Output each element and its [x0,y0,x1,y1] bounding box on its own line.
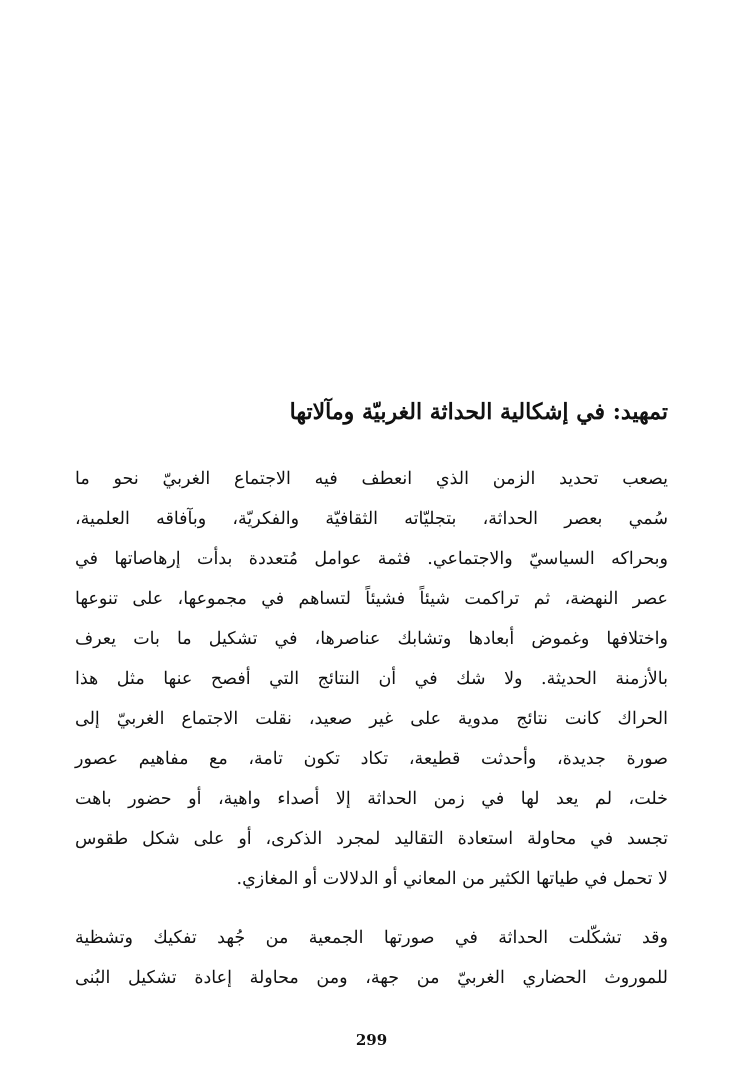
paragraph-line: الحراك كانت نتائج مدوية على غير صعيد، نقلت الاجتماع الغربيّ إلى [75,709,668,729]
paragraph-line: سُمي بعصر الحداثة، بتجليّاته الثقافيّة والفكريّة، وبآفاقه العلمية، [75,509,668,529]
paragraph-line: وبحراكه السياسيّ والاجتماعي. فثمة عوامل مُتعددة بدأت إرهاصاتها في [75,549,668,569]
paragraph-2 [75,918,668,998]
paragraph-line: خلت، لم يعد لها في زمن الحداثة إلا أصداء واهية، أو حضور باهت [75,789,668,809]
paragraph-line: يصعب تحديد الزمن الذي انعطف فيه الاجتماع الغربيّ نحو ما [75,469,668,489]
paragraph-line: بالأزمنة الحديثة. ولا شك في أن النتائج التي أفصح عنها مثل هذا [75,669,668,689]
page-number: 299 [355,1031,388,1049]
paragraph-line: واختلافها وغموض أبعادها وتشابك عناصرها، في تشكيل ما بات يعرف [75,629,668,649]
paragraph-line: صورة جديدة، وأحدثت قطيعة، تكاد تكون تامة، مع مفاهيم عصور [75,749,668,769]
paragraph-line: للموروث الحضاري الغربيّ من جهة، ومن محاولة إعادة تشكيل البُنى [75,968,668,988]
paragraph-line: لا تحمل في طياتها الكثير من المعاني أو الدلالات أو المغازي. [236,869,668,889]
section-heading: تمهيد: في إشكالية الحداثة الغربيّة ومآلاتها [289,399,668,425]
paragraph-line: عصر النهضة، ثم تراكمت شيئاً فشيئاً لتساهم في مجموعها، على تنوعها [75,589,668,609]
paragraph-line: تجسد في محاولة استعادة التقاليد لمجرد الذكرى، أو على شكل طقوس [75,829,668,849]
paragraph-line: وقد تشكّلت الحداثة في صورتها الجمعية من جُهد تفكيك وتشظية [75,928,668,948]
paragraph-1 [75,459,668,899]
